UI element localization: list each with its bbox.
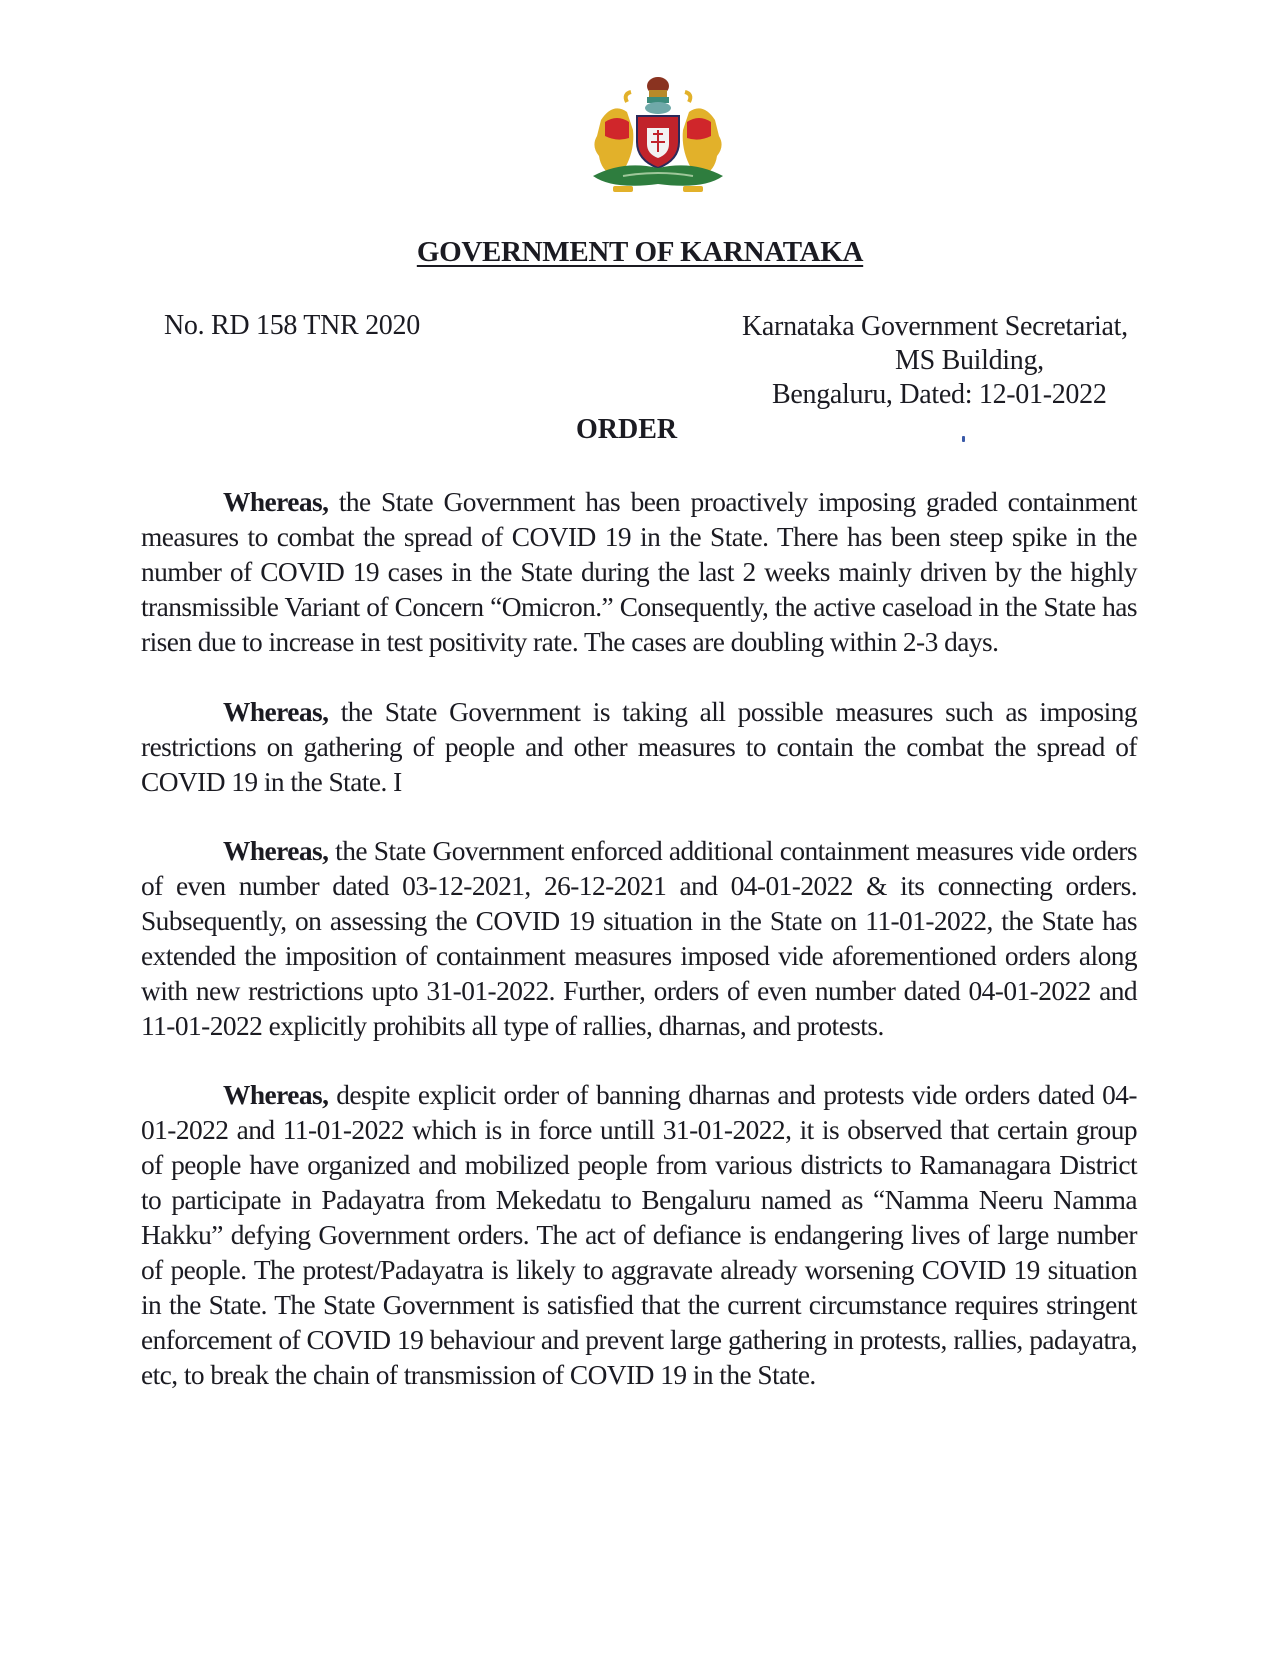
address-line-1: Karnataka Government Secretariat, — [742, 311, 1128, 342]
paragraph-text: the State Government has been proactively imposing graded containment measures to combat the spread of COVID 19 in the State. There has been steep spike in the number of COVID 19 cases in the State during the last 2 weeks mainly driven by the highly transmissible Variant of Concern “Omicron.” Consequently, the active caseload in the State has risen due to increase in test positivity rate. The cases are doubling within 2-3 days. — [141, 487, 1137, 657]
order-title: ORDER — [576, 414, 678, 445]
paragraph-text: the State Government is taking all possible measures such as imposing restrictions on gathering of people and other measures to contain the combat the spread of COVID 19 in the State. I — [141, 697, 1137, 797]
paragraph-text: despite explicit order of banning dharnas and protests vide orders dated 04-01-2022 and 11-01-2022 which is in force untill 31-01-2022, it is observed that certain group of people have organized and mobilized people from various districts to Ramanagara District to participate in Padayatra from Mekedatu to Bengaluru named as “Namma Neeru Namma Hakku” defying Government orders. The act of defiance is endangering lives of large number of people. The protest/Padayatra is likely to aggravate already worsening COVID 19 situation in the State. The State Government is satisfied that the current circumstance requires stringent enforcement of COVID 19 behaviour and prevent large gathering in protests, rallies, padayatra, etc, to break the chain of transmission of COVID 19 in the State. — [141, 1080, 1137, 1390]
paragraph-lead: Whereas, — [223, 697, 329, 727]
paragraph-1 — [141, 485, 1137, 660]
paragraph-4 — [141, 1078, 1137, 1393]
paragraph-text: the State Government enforced additional containment measures vide orders of even number dated 03-12-2021, 26-12-2021 and 04-01-2022 & its connecting orders. Subsequently, on assessing the COVID 19 situation in the State on 11-01-2022, the State has extended the imposition of containment measures imposed vide aforementioned orders along with new restrictions upto 31-01-2022. Further, orders of even number dated 04-01-2022 and 11-01-2022 explicitly prohibits all type of rallies, dharnas, and protests. — [141, 836, 1137, 1041]
karnataka-coat-of-arms-icon — [583, 72, 733, 200]
document-heading — [0, 236, 1280, 269]
stray-mark — [962, 436, 965, 442]
government-title: GOVERNMENT OF KARNATAKA — [416, 236, 864, 268]
reference-number: No. RD 158 TNR 2020 — [164, 310, 420, 341]
address-line-2: MS Building, — [895, 345, 1044, 376]
emblem-graphic — [583, 72, 733, 200]
office-address — [730, 310, 1170, 412]
paragraph-lead: Whereas, — [223, 1080, 329, 1110]
paragraph-2 — [141, 695, 1137, 800]
paragraph-lead: Whereas, — [223, 487, 329, 517]
order-body — [141, 485, 1137, 1428]
paragraph-3 — [141, 834, 1137, 1044]
paragraph-lead: Whereas, — [223, 836, 329, 866]
address-dated-line: Bengaluru, Dated: 12-01-2022 — [772, 379, 1107, 410]
